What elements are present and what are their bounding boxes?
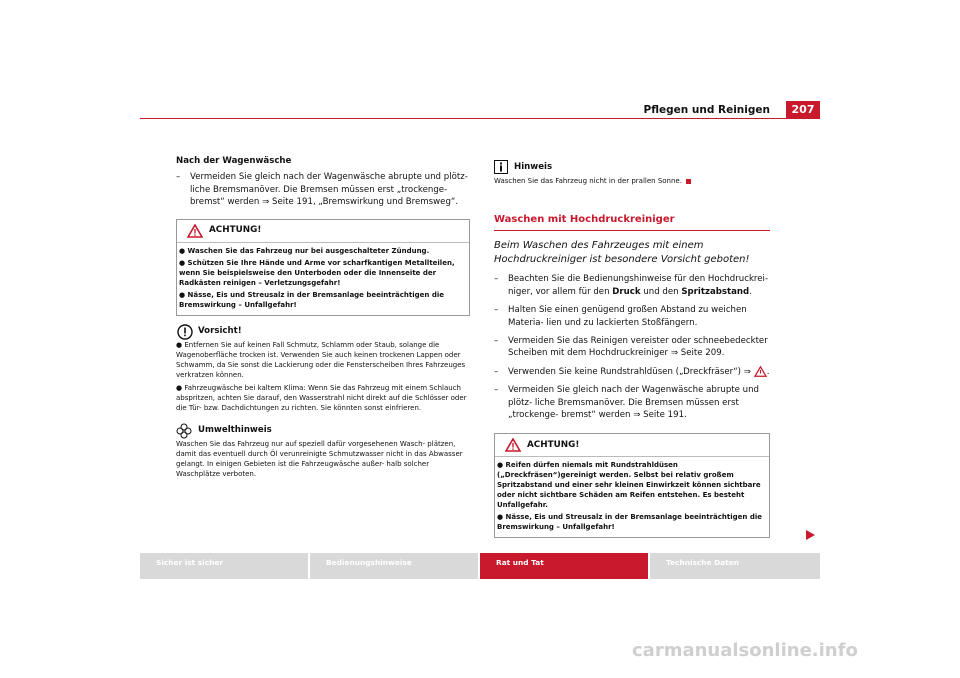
list-item: – Vermeiden Sie gleich nach der Wagenwäsche abrupte und plötz- liche Bremsmanöver. Die Bremsen müssen erst „trockenge- bremst“ werden ⇒ Seite 191. xyxy=(494,385,760,421)
hint-header xyxy=(494,160,770,174)
caution-body xyxy=(176,340,470,413)
dash-item-text: Vermeiden Sie gleich nach der Wagenwäsche abrupte und plötz- liche Bremsmanöver. Die Bremsen müssen erst „trockenge- bremst“ werden ⇒ Seite 191, „Bremswirkung und Bremsweg“. xyxy=(190,172,468,208)
dash-item: – Vermeiden Sie gleich nach der Wagenwäsche abrupte und plötz- liche Bremsmanöver. Die Bremsen müssen erst „trockenge- bremst“ werden ⇒ Seite 191, „Bremswirkung und Bremsweg“. xyxy=(176,171,470,208)
section-title: Waschen mit Hochdruckreiniger xyxy=(494,214,770,231)
hint-title: Hinweis xyxy=(514,161,553,172)
warning-item: ● Nässe, Eis und Streusalz in der Bremsanlage beeinträchtigen die Bremswirkung – Unfallgefahr! xyxy=(179,290,444,309)
end-marker-icon xyxy=(686,179,691,184)
warning-item: ● Waschen Sie das Fahrzeug nur bei ausgeschalteter Zündung. xyxy=(179,246,430,255)
warning-body xyxy=(495,456,769,537)
warning-box xyxy=(494,433,770,538)
environment-header xyxy=(176,423,470,439)
caution-item: ● Fahrzeugwäsche bei kaltem Klima: Wenn Sie das Fahrzeug mit einem Schlauch abspritzen, achten Sie darauf, den Wasserstrahl nicht direkt auf die Schlösser oder die Tür- bzw. Dachdichtungen zu richten. Sie könnten sonst einfrieren. xyxy=(176,383,467,412)
footer-tab-advice[interactable]: Rat und Tat xyxy=(480,553,648,579)
environment-text: Waschen Sie das Fahrzeug nur auf speziell dafür vorgesehenen Wasch- plätzen, damit das eventuell durch Öl verunreinigte Schmutzwasser nicht in das Abwasser gelangt. In einigen Gebieten ist die Fahrzeugwäsche außer- halb solcher Waschplätze verboten. xyxy=(176,439,463,478)
warning-item: ● Reifen dürfen niemals mit Rundstrahldüsen („Dreckfräsen“)gereinigt werden. Selbst bei relativ großem Spritzabstand und einer sehr kleinen Einwirkzeit können sichtbare oder nicht sichtbare Schäden am Reifen entstehen. Es besteht Unfallgefahr. xyxy=(497,461,761,510)
watermark: carmanualsonline.info xyxy=(632,640,858,661)
warning-triangle-icon xyxy=(505,438,521,452)
warning-title: ACHTUNG! xyxy=(527,440,580,451)
environment-title: Umwelthinweis xyxy=(198,425,272,436)
section-subtitle: Beim Waschen des Fahrzeuges mit einem Hochdruckreiniger ist besondere Vorsicht geboten! xyxy=(494,240,750,266)
footer-tab-operation[interactable]: Bedienungshinweise xyxy=(310,553,478,579)
caution-header xyxy=(176,324,470,340)
caution-icon xyxy=(176,324,194,340)
flower-icon xyxy=(176,423,192,439)
warning-item: ● Schützen Sie Ihre Hände und Arme vor scharfkantigen Metallteilen, wenn Sie beispielsweise den Unterboden oder die Innenseite der Radkästen reinigen – Verletzungsgefahr! xyxy=(179,258,455,287)
list-item: – Verwenden Sie keine Rundstrahldüsen („Dreckfräser“) ⇒ . xyxy=(494,366,770,377)
warning-box xyxy=(176,219,470,316)
warning-triangle-icon xyxy=(754,366,767,377)
hint-text: Waschen Sie das Fahrzeug nicht in der prallen Sonne. xyxy=(494,176,770,186)
warning-item: ● Nässe, Eis und Streusalz in der Bremsanlage beeinträchtigen die Bremswirkung – Unfallgefahr! xyxy=(497,513,762,532)
footer-tab-safety[interactable]: Sicher ist sicher xyxy=(140,553,308,579)
right-column xyxy=(494,160,770,538)
list-item: – Vermeiden Sie das Reinigen vereister oder schneebedeckter Scheiben mit dem Hochdruckreiniger ⇒ Seite 209. xyxy=(494,336,768,359)
page-number: 207 xyxy=(786,101,820,119)
list-item: – Halten Sie einen genügend großen Abstand zu weichen Materia- lien und zu lackierten Stoßfängern. xyxy=(494,305,747,328)
footer-tab-technical[interactable]: Technische Daten xyxy=(650,553,820,579)
warning-title: ACHTUNG! xyxy=(209,225,262,236)
info-icon xyxy=(494,160,508,174)
page-header-title: Pflegen und Reinigen xyxy=(643,104,770,116)
warning-body xyxy=(177,242,469,315)
warning-triangle-icon xyxy=(187,224,203,238)
list-item: – Beachten Sie die Bedienungshinweise für den Hochdruckrei- niger, vor allem für den Druck und den Spritzabstand. xyxy=(494,274,769,297)
warning-header xyxy=(177,220,469,242)
next-page-arrow-icon xyxy=(806,530,815,540)
warning-header xyxy=(495,434,769,456)
left-column xyxy=(176,155,470,479)
caution-item: ● Entfernen Sie auf keinen Fall Schmutz, Schlamm oder Staub, solange die Wagenoberfläche trocken ist. Verwenden Sie auch keinen trockenen Lappen oder Schwamm, da Sie sonst die Lackierung oder die Fensterscheiben Ihres Fahrzeuges verkratzen können. xyxy=(176,340,466,379)
caution-title: Vorsicht! xyxy=(198,326,242,337)
section-heading: Nach der Wagenwäsche xyxy=(176,156,292,166)
header-rule xyxy=(140,118,820,119)
